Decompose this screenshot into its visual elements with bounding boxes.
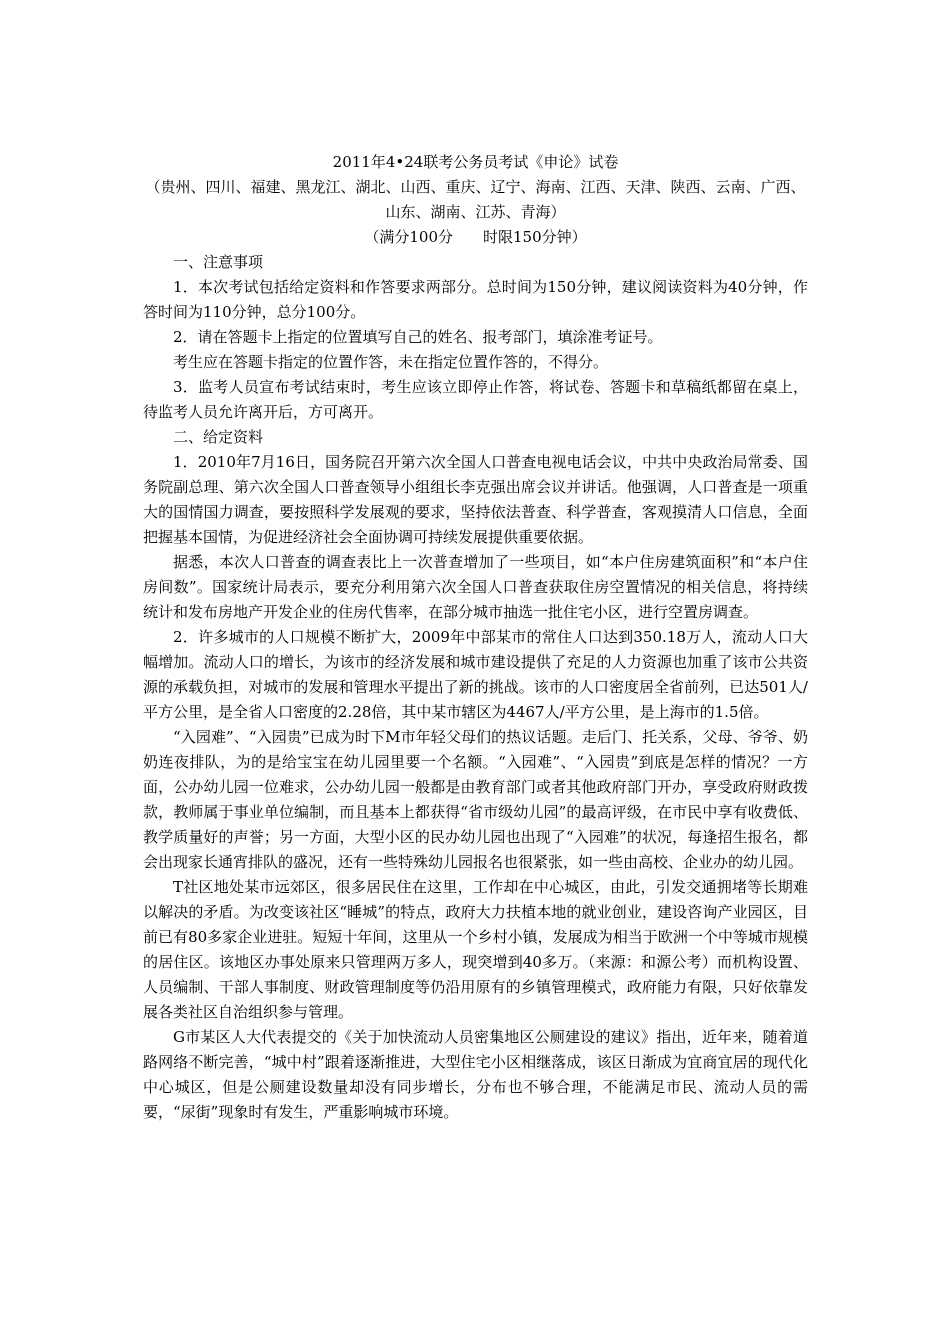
note-item: 考生应在答题卡指定的位置作答，未在指定位置作答的，不得分。 <box>173 353 609 371</box>
document-title: 2011年4•24联考公务员考试《申论》试卷 <box>332 153 619 171</box>
note-item: 2．请在答题卡上指定的位置填写自己的姓名、报考部门，填涂准考证号。 <box>173 328 663 346</box>
score-time-note: （满分100分 时限150分钟） <box>364 228 587 246</box>
material-paragraph: 1．2010年7月16日，国务院召开第六次全国人口普查电视电话会议，中共中央政治局常委、国务院副总理、第六次全国人口普查领导小组组长李克强出席会议并讲话。他强调，人口普查是一项重大的国情国力调查，要按照科学发展观的要求，坚持依法普查、科学普查，客观摸清人口信息，全面把握基本国情，为促进经济社会全面协调可持续发展提供重要依据。 <box>143 453 808 546</box>
section-heading-notes: 一、注意事项 <box>173 253 264 271</box>
material-paragraph: “入园难”、“入园贵”已成为时下M市年轻父母们的热议话题。走后门、托关系，父母、爷爷、奶奶连夜排队，为的是给宝宝在幼儿园里要一个名额。“入园难”、“入园贵”到底是怎样的情况？一方面，公办幼儿园一位难求，公办幼儿园一般都是由教育部门或者其他政府部门开办，享受政府财政拨款，教师属于事业单位编制，而且基本上都获得“省市级幼儿园”的最高评级，在市民中享有收费低、教学质量好的声誉；另一方面，大型小区的民办幼儿园也出现了“入园难”的状况，每逢招生报名，都会出现家长通宵排队的盛况，还有一些特殊幼儿园报名也很紧张，如一些由高校、企业办的幼儿园。 <box>143 728 808 871</box>
note-item: 1．本次考试包括给定资料和作答要求两部分。总时间为150分钟，建议阅读资料为40分钟，作答时间为110分钟，总分100分。 <box>143 278 808 321</box>
material-paragraph: G市某区人大代表提交的《关于加快流动人员密集地区公厕建设的建议》指出，近年来，随着道路网络不断完善，“城中村”跟着逐渐推进，大型住宅小区相继落成，该区日渐成为宜商宜居的现代化中心城区，但是公厕建设数量却没有同步增长，分布也不够合理，不能满足市民、流动人员的需要，“尿街”现象时有发生，严重影响城市环境。 <box>143 1028 808 1121</box>
section-heading-materials: 二、给定资料 <box>173 428 264 446</box>
material-paragraph: T社区地处某市远郊区，很多居民住在这里，工作却在中心城区，由此，引发交通拥堵等长期难以解决的矛盾。为改变该社区“睡城”的特点，政府大力扶植本地的就业创业，建设咨询产业园区，目前已有80多家企业进驻。短短十年间，这里从一个乡村小镇，发展成为相当于欧洲一个中等城市规模的居住区。该地区办事处原来只管理两万多人，现突增到40多万。（来源：和源公考）而机构设置、人员编制、干部人事制度、财政管理制度等仍沿用原有的乡镇管理模式，政府能力有限，只好依靠发展各类社区自治组织参与管理。 <box>143 878 808 1021</box>
material-paragraph: 据悉，本次人口普查的调查表比上一次普查增加了一些项目，如“本户住房建筑面积”和“本户住房间数”。国家统计局表示，要充分利用第六次全国人口普查获取住房空置情况的相关信息，将持续统计和发布房地产开发企业的住房代售率，在部分城市抽选一批住宅小区，进行空置房调查。 <box>143 553 808 621</box>
regions-note: （贵州、四川、福建、黑龙江、湖北、山西、重庆、辽宁、海南、江西、天津、陕西、云南、广西、山东、湖南、江苏、青海） <box>145 178 806 221</box>
document-page <box>143 150 808 1125</box>
material-paragraph: 2．许多城市的人口规模不断扩大，2009年中部某市的常住人口达到350.18万人，流动人口大幅增加。流动人口的增长，为该市的经济发展和城市建设提供了充足的人力资源也加重了该市公共资源的承载负担，对城市的发展和管理水平提出了新的挑战。该市的人口密度居全省前列，已达501人/平方公里，是全省人口密度的2.28倍，其中某市辖区为4467人/平方公里，是上海市的1.5倍。 <box>143 628 808 721</box>
note-item: 3．监考人员宣布考试结束时，考生应该立即停止作答，将试卷、答题卡和草稿纸都留在桌上，待监考人员允许离开后，方可离开。 <box>143 378 808 421</box>
